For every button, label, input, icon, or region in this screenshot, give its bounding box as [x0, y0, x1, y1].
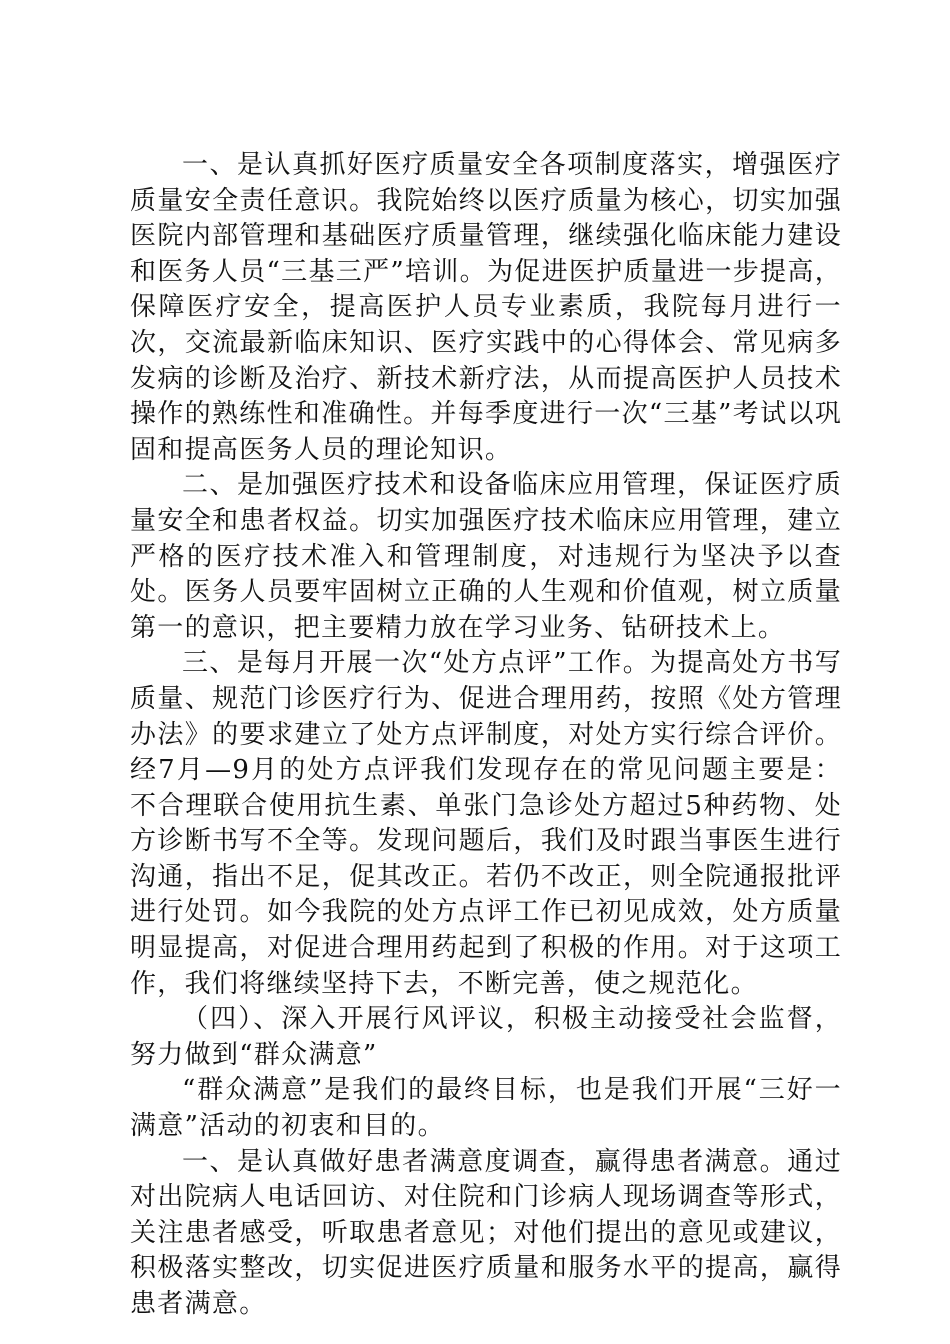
paragraph-technology-management: 二、是加强医疗技术和设备临床应用管理，保证医疗质量安全和患者权益。切实加强医疗技术临床应用管理，建立严格的医疗技术准入和管理制度，对违规行为坚决予以查处。医务人员要牢固树立正确的人生观和价值观，树立质量第一的意识，把主要精力放在学习业务、钻研技术上。 — [130, 470, 842, 643]
paragraph-patient-survey: 一、是认真做好患者满意度调查，赢得患者满意。通过对出院病人电话回访、对住院和门诊病人现场调查等形式，关注患者感受，听取患者意见；对他们提出的意见或建议，积极落实整改，切实促进医疗质量和服务水平的提高，赢得患者满意。 — [130, 1146, 842, 1319]
paragraph-prescription-review: 三、是每月开展一次“处方点评”工作。为提高处方书写质量、规范门诊医疗行为、促进合理用药，按照《处方管理办法》的要求建立了处方点评制度，对处方实行综合评价。经7月—9月的处方点评我们发现存在的常见问题主要是：不合理联合使用抗生素、单张门急诊处方超过5种药物、处方诊断书写不全等。发现问题后，我们及时跟当事医生进行沟通，指出不足，促其改正。若仍不改正，则全院通报批评进行处罚。如今我院的处方点评工作已初见成效，处方质量明显提高，对促进合理用药起到了积极的作用。对于这项工作，我们将继续坚持下去，不断完善，使之规范化。 — [130, 648, 842, 999]
section-heading-public-satisfaction: （四）、深入开展行风评议，积极主动接受社会监督，努力做到“群众满意” — [130, 1004, 842, 1070]
document-body — [130, 148, 842, 1323]
paragraph-medical-quality-safety: 一、是认真抓好医疗质量安全各项制度落实，增强医疗质量安全责任意识。我院始终以医疗质量为核心，切实加强医院内部管理和基础医疗质量管理，继续强化临床能力建设和医务人员“三基三严”培训。为促进医护质量进一步提高，保障医疗安全，提高医护人员专业素质，我院每月进行一次，交流最新临床知识、医疗实践中的心得体会、常见病多发病的诊断及治疗、新技术新疗法，从而提高医护人员技术操作的熟练性和准确性。并每季度进行一次“三基”考试以巩固和提高医务人员的理论知识。 — [130, 150, 842, 465]
paragraph-satisfaction-goal: “群众满意”是我们的最终目标，也是我们开展“三好一满意”活动的初衷和目的。 — [130, 1075, 842, 1142]
